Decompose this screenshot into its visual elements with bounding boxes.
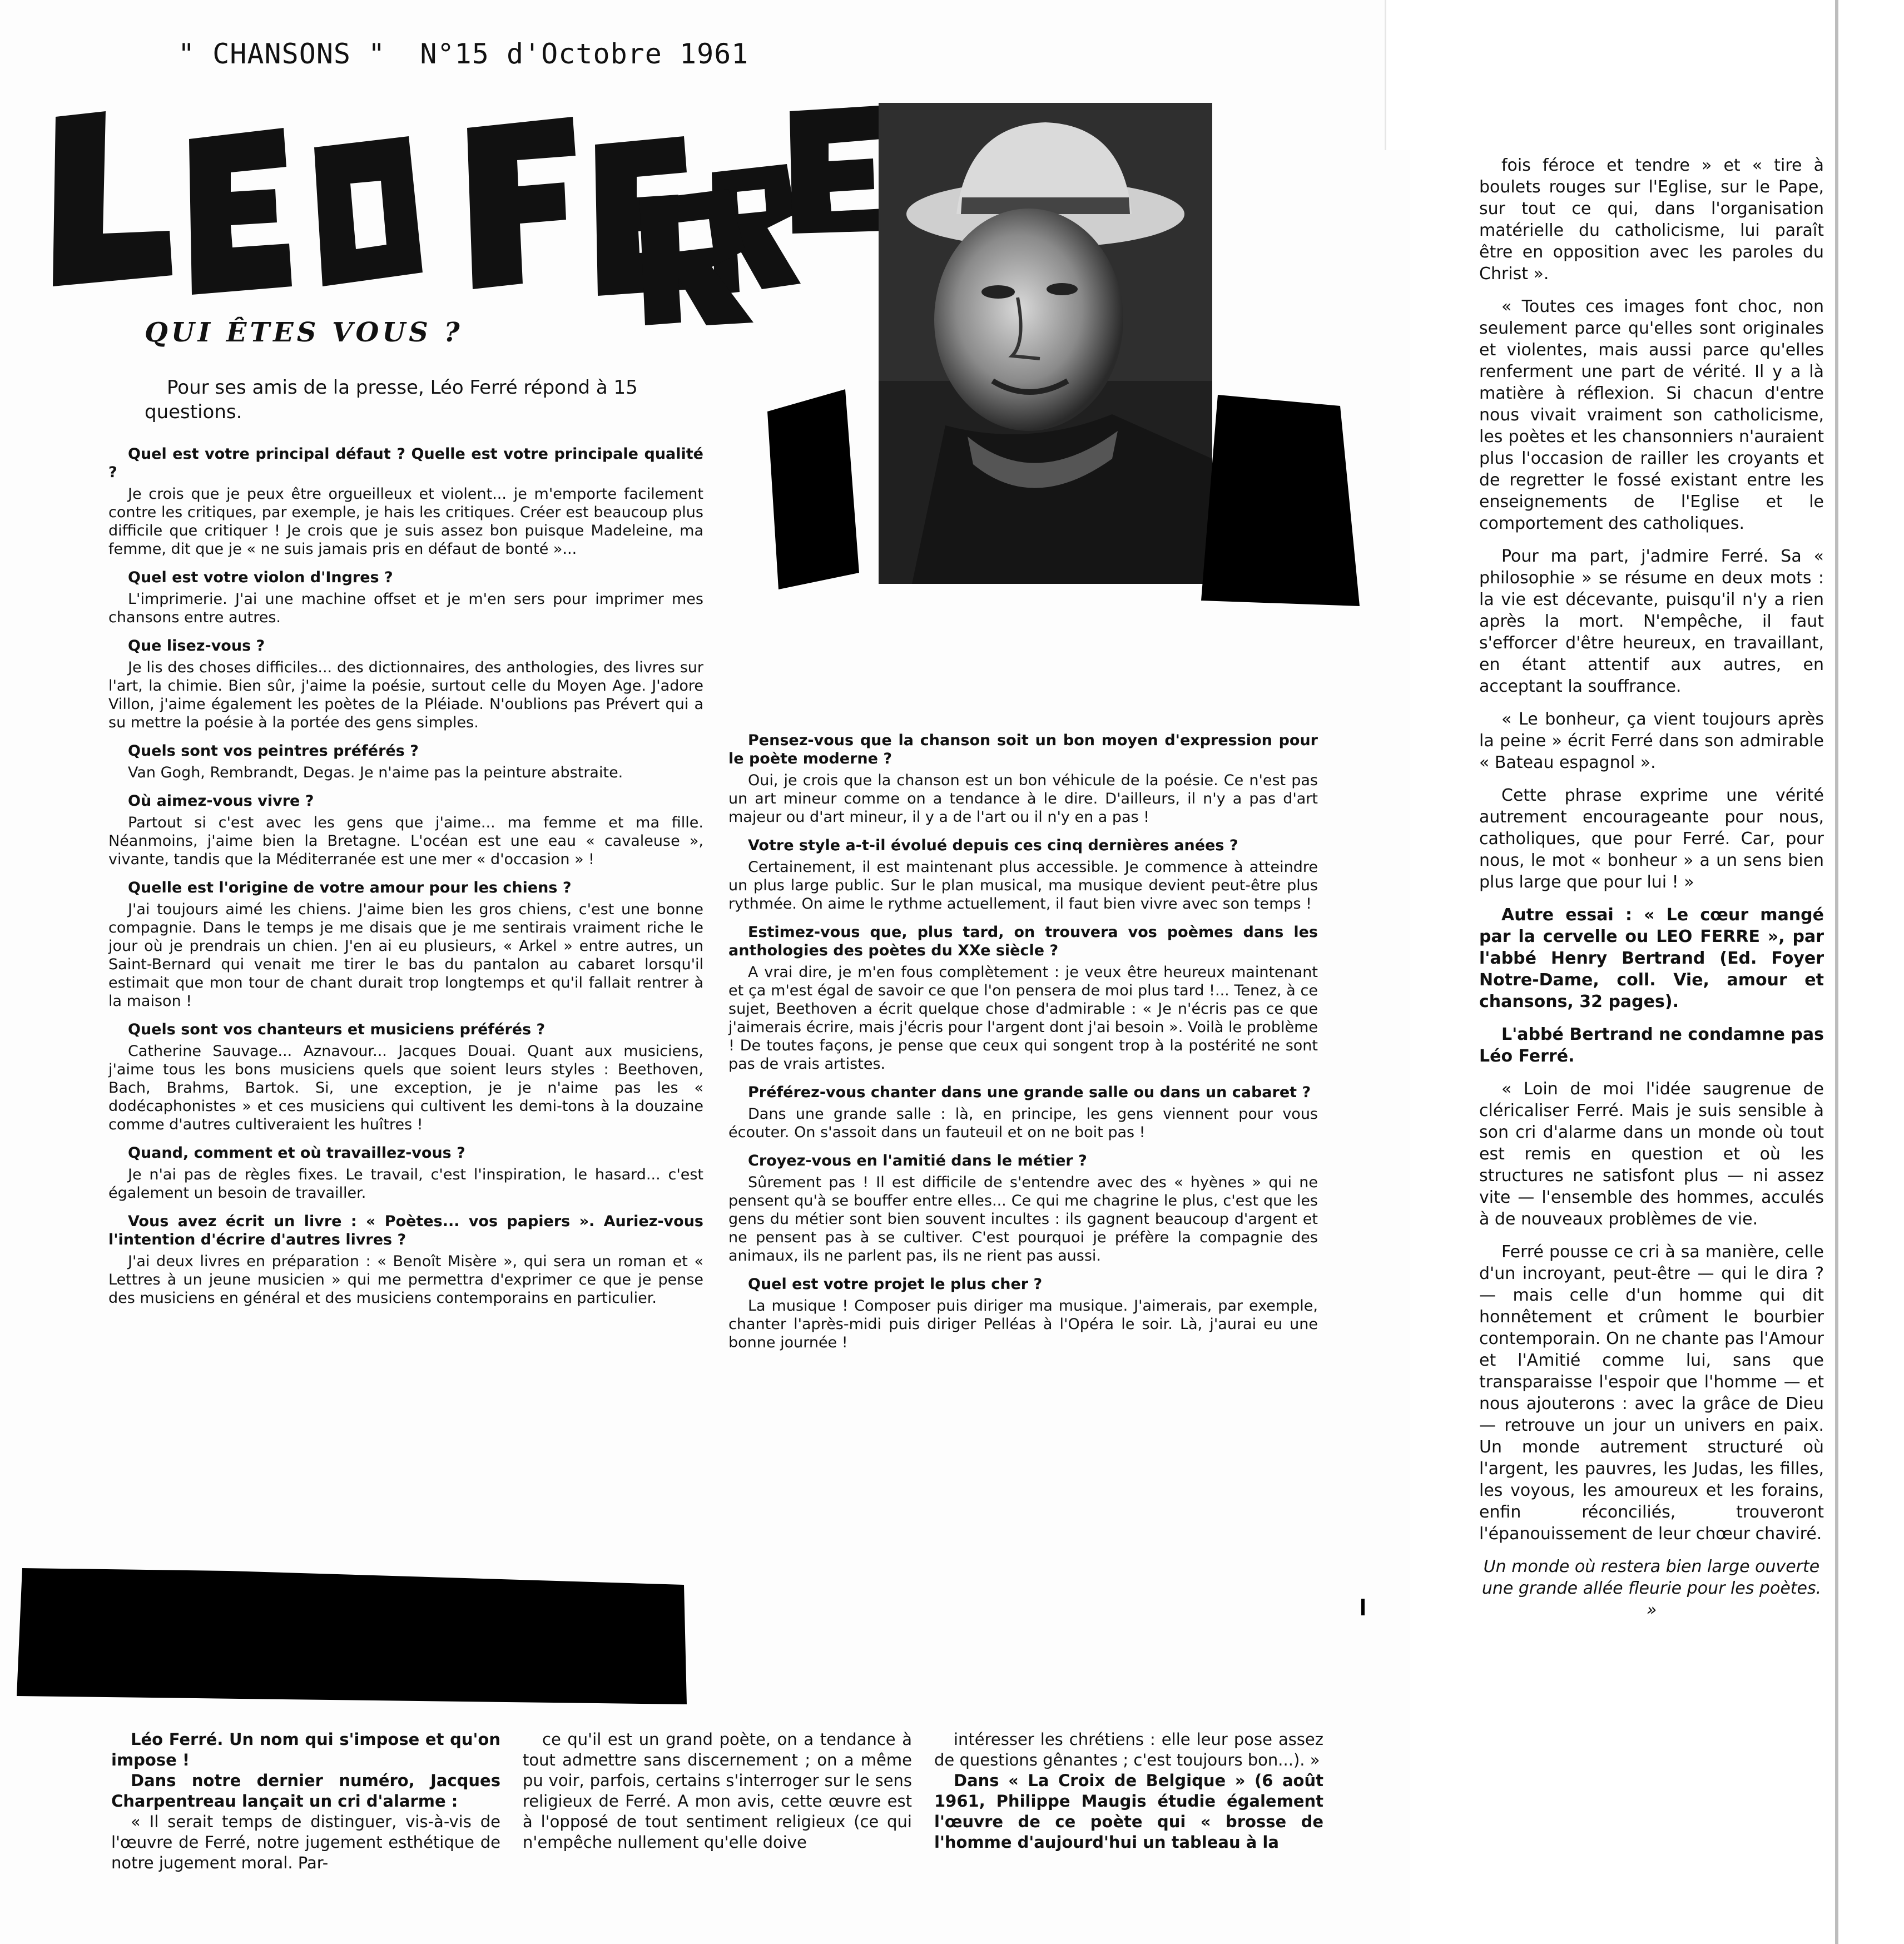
magazine-header: " CHANSONS " N°15 d'Octobre 1961 [178,38,749,70]
decorative-shape [756,389,862,589]
paragraph: fois féroce et tendre » et « tire à boulets rouges sur l'Eglise, sur le Pape, sur tout ce qui, dans l'organisation matérielle du catholicisme, lui paraît être en opposition avec les paroles du Christ ». [1479,156,1824,284]
bottom-column-1 [111,1729,500,1873]
question: Quel est votre violon d'Ingres ? [128,569,393,586]
answer: J'ai toujours aimé les chiens. J'aime bien les gros chiens, c'est une bonne compagnie. Dans le temps je me disais que je me sentirais vraiment riche le jour où je prendrais un chien. J'en ai eu plusieurs, « Arkel » entre autres, un Saint-Bernard qui venait me tirer le bas du pantalon au cabaret lorsqu'il estimait que mon tour de chant durait trop longtemps et qu'il fallait rentrer à la maison ! [108,901,703,1010]
bottom-column-2 [523,1729,912,1853]
question: Quel est votre projet le plus cher ? [748,1276,1043,1293]
question: Votre style a-t-il évolué depuis ces cinq dernières anées ? [748,837,1238,854]
answer: Van Gogh, Rembrandt, Degas. Je n'aime pas la peinture abstraite. [128,764,623,781]
question: Préférez-vous chanter dans une grande salle ou dans un cabaret ? [748,1084,1311,1101]
interview-column-middle [728,731,1318,1362]
paragraph: Léo Ferré. Un nom qui s'impose et qu'on impose ! [111,1730,500,1769]
answer: Catherine Sauvage... Aznavour... Jacques Douai. Quant aux musiciens, j'aime tous les bons musiciens quels que soient leurs styles : Beethoven, Bach, Brahms, Bartok. Si, une exception, je je n'aime pas les « dodécaphonistes » et ces musiciens qui cultivent les demi-tons à la douzaine comme d'autres cultiveraient les huîtres ! [108,1043,703,1133]
answer: La musique ! Composer puis diriger ma musique. J'aimerais, par exemple, chanter l'après-midi puis diriger Pelléas à l'Opéra le soir. Là, j'aurai eu une bonne journée ! [728,1297,1318,1351]
question: Croyez-vous en l'amitié dans le métier ? [748,1152,1087,1169]
interview-column-left [108,445,703,1317]
paragraph: ce qu'il est un grand poète, on a tendance à tout admettre sans discernement ; on a même pu voir, parfois, certains s'interroger sur le sens religieux de Ferré. A mon avis, cette œuvre est à l'opposé de tout sentiment religieux (ce qui n'empêche nullement qu'elle doive [523,1730,912,1852]
decorative-shape [1201,395,1362,606]
paragraph: Dans notre dernier numéro, Jacques Charpentreau lançait un cri d'alarme : [111,1771,500,1811]
article-column-right [1479,155,1824,1632]
question: Que lisez-vous ? [128,637,265,654]
answer: Certainement, il est maintenant plus accessible. Je commence à atteindre un plus large public. Sur le plan musical, ma musique devient peut-être plus rythmée. On aime le rythme actuellement, il faut bien vivre avec son temps ! [728,859,1318,913]
answer: Partout si c'est avec les gens que j'aime... ma femme et ma fille. Néanmoins, j'aime bien la Bretagne. L'océan est une eau « cavaleuse », vivante, tandis que la Méditerranée est une mer « d'occasion » ! [108,814,703,868]
intro-text: Pour ses amis de la presse, Léo Ferré répond à 15 questions. [145,376,638,423]
paragraph: « Loin de moi l'idée saugrenue de cléricaliser Ferré. Mais je suis sensible à son cri d'alarme dans un monde où tout est remis en question et où les structures ne satisfont plus — ni assez vite — l'ensemble des hommes, acculés à de nouveaux problèmes de vie. [1479,1079,1824,1229]
answer: Oui, je crois que la chanson est un bon véhicule de la poésie. Ce n'est pas un art mineur comme on a tendance à le dire. D'ailleurs, il n'y a pas d'art majeur ou d'art mineur, il y a de l'art ou il n'y en a pas ! [728,772,1318,826]
question: Vous avez écrit un livre : « Poètes... vos papiers ». Auriez-vous l'intention d'écrire d'autres livres ? [108,1213,703,1248]
answer: Je crois que je peux être orgueilleux et violent... je m'emporte facilement contre les critiques, par exemple, je hais les critiques. Créer est beaucoup plus difficile que critiquer ! Je crois que je suis assez bon puisque Madeleine, ma femme, dit que je « ne suis jamais pris en défaut de bonté »... [108,485,703,558]
paragraph: Pour ma part, j'admire Ferré. Sa « philosophie » se résume en deux mots : la vie est décevante, puisqu'il n'y a rien après la mort. N'empêche, il faut s'efforcer d'être heureux, en travaillant, en étant attentif aux autres, en acceptant la souffrance. [1479,547,1824,696]
paragraph: Cette phrase exprime une vérité autrement encourageante pour nous, catholiques, que pour Ferré. Car, pour nous, le mot « bonheur » a un sens bien plus large que pour lui ! » [1479,786,1824,892]
question: Pensez-vous que la chanson soit un bon moyen d'expression pour le poète moderne ? [728,732,1318,767]
stray-mark [1361,1599,1365,1615]
answer: J'ai deux livres en préparation : « Benoît Misère », qui sera un roman et « Lettres à un jeune musicien » qui me permettra d'exprimer ce que je pense des musiciens en général et des musiciens contemporains en particulier. [108,1253,703,1307]
question: Quel est votre principal défaut ? Quelle est votre principale qualité ? [108,445,703,481]
decorative-banner-shape [17,1557,695,1707]
paragraph: « Toutes ces images font choc, non seulement parce qu'elles sont originales et violentes, mais aussi parce qu'elles renferment une part de vérité. Il y a là matière à réflexion. Si chacun d'entre nous vivait vraiment son catholicisme, les poètes et les chansonniers n'auraient plus l'occasion de railler les croyants et de regretter le fossé existant entre les enseignements de l'Eglise et le comportement des catholiques. [1479,297,1824,533]
title-letter-e [779,100,890,234]
answer: Sûrement pas ! Il est difficile de s'entendre avec des « hyènes » qui ne pensent qu'à se bouffer entre elles... Ce qui me chagrine le plus, c'est que les gens du métier sont bien souvent incultes : ils gagnent beaucoup d'argent et ne pensent pas à se cultiver. C'est pourquoi je préfère la compagnie des animaux, ils ne parlent pas, ils ne rient pas aussi. [728,1174,1318,1264]
page-margin-strip [1365,150,1410,1944]
paragraph: intéresser les chrétiens : elle leur pose assez de questions gênantes ; c'est toujours bon...). » [934,1730,1323,1769]
answer: Dans une grande salle : là, en principe, les gens viennent pour vous écouter. On s'assoit dans un fauteuil et on ne boit pas ! [728,1105,1318,1141]
question: Quels sont vos peintres préférés ? [128,742,419,760]
answer: Je lis des choses difficiles... des dictionnaires, des anthologies, des livres sur l'art, la chimie. Bien sûr, j'aime la poésie, surtout celle du Moyen Age. J'adore Villon, j'aime également les poètes de la Pléiade. N'oublions pas Prévert qui a su mettre la poésie à la portée des gens simples. [108,659,703,731]
paragraph: Dans « La Croix de Belgique » (6 août 1961, Philippe Maugis étudie également l'œuvre de ce poète qui « brosse de l'homme d'aujourd'hui un tableau à la [934,1771,1323,1852]
paragraph: Autre essai : « Le cœur mangé par la cervelle ou LEO FERRE », par l'abbé Henry Bertrand (Ed. Foyer Notre-Dame, coll. Vie, amour et chansons, 32 pages). [1479,905,1824,1011]
paragraph: Ferré pousse ce cri à sa manière, celle d'un incroyant, peut-être — qui le dira ? — mais celle d'un homme qui dit honnêtement et crûment le bourbier contemporain. On ne chante pas l'Amour et l'Amitié comme lui, sans que transparaisse l'espoir que l'homme — et nous ajouterons : avec la grâce de Dieu — retrouve un jour un univers en paix. Un monde autrement structuré où l'argent, les pauvres, les Judas, les filles, les voyous, les amoureux et les forains, enfin réconciliés, trouveront l'épanouissement de leur chœur chaviré. [1479,1242,1824,1544]
paragraph: « Le bonheur, ça vient toujours après la peine » écrit Ferré dans son admirable « Bateau espagnol ». [1479,710,1824,772]
answer: A vrai dire, je m'en fous complètement : je veux être heureux maintenant et ça m'est égal de savoir ce que l'on pensera de moi plus tard !... Tenez, à ce sujet, Beethoven a écrit quelque chose d'admirable : « Je n'écris pas ce que j'aimerais écrire, mais j'écris pour l'argent dont j'ai besoin ». Voilà le problème ! De toutes façons, je pense que ceux qui songent trop à la postérité ne sont pas de vrais artistes. [728,964,1318,1073]
section-headline: QUI ÊTES VOUS ? [145,317,463,348]
bottom-column-3 [934,1729,1323,1853]
question: Estimez-vous que, plus tard, on trouvera vos poèmes dans les anthologies des poètes du XXe siècle ? [728,924,1318,959]
paragraph: L'abbé Bertrand ne condamne pas Léo Ferré. [1479,1025,1824,1066]
answer: L'imprimerie. J'ai une machine offset et je m'en sers pour imprimer mes chansons entre autres. [108,591,703,626]
question: Quels sont vos chanteurs et musiciens préférés ? [128,1021,546,1038]
page-edge-shadow [1835,0,1838,1944]
portrait-photo [879,103,1212,584]
question: Quelle est l'origine de votre amour pour les chiens ? [128,879,572,896]
answer: Je n'ai pas de règles fixes. Le travail, c'est l'inspiration, le hasard... c'est également un besoin de travailler. [108,1166,703,1202]
question: Quand, comment et où travaillez-vous ? [128,1144,465,1162]
paragraph: « Il serait temps de distinguer, vis-à-vis de l'œuvre de Ferré, notre jugement esthétique de notre jugement moral. Par- [111,1812,500,1872]
question: Où aimez-vous vivre ? [128,792,314,810]
closing-quote: Un monde où restera bien large ouverte une grande allée fleurie pour les poètes. » [1481,1557,1822,1620]
